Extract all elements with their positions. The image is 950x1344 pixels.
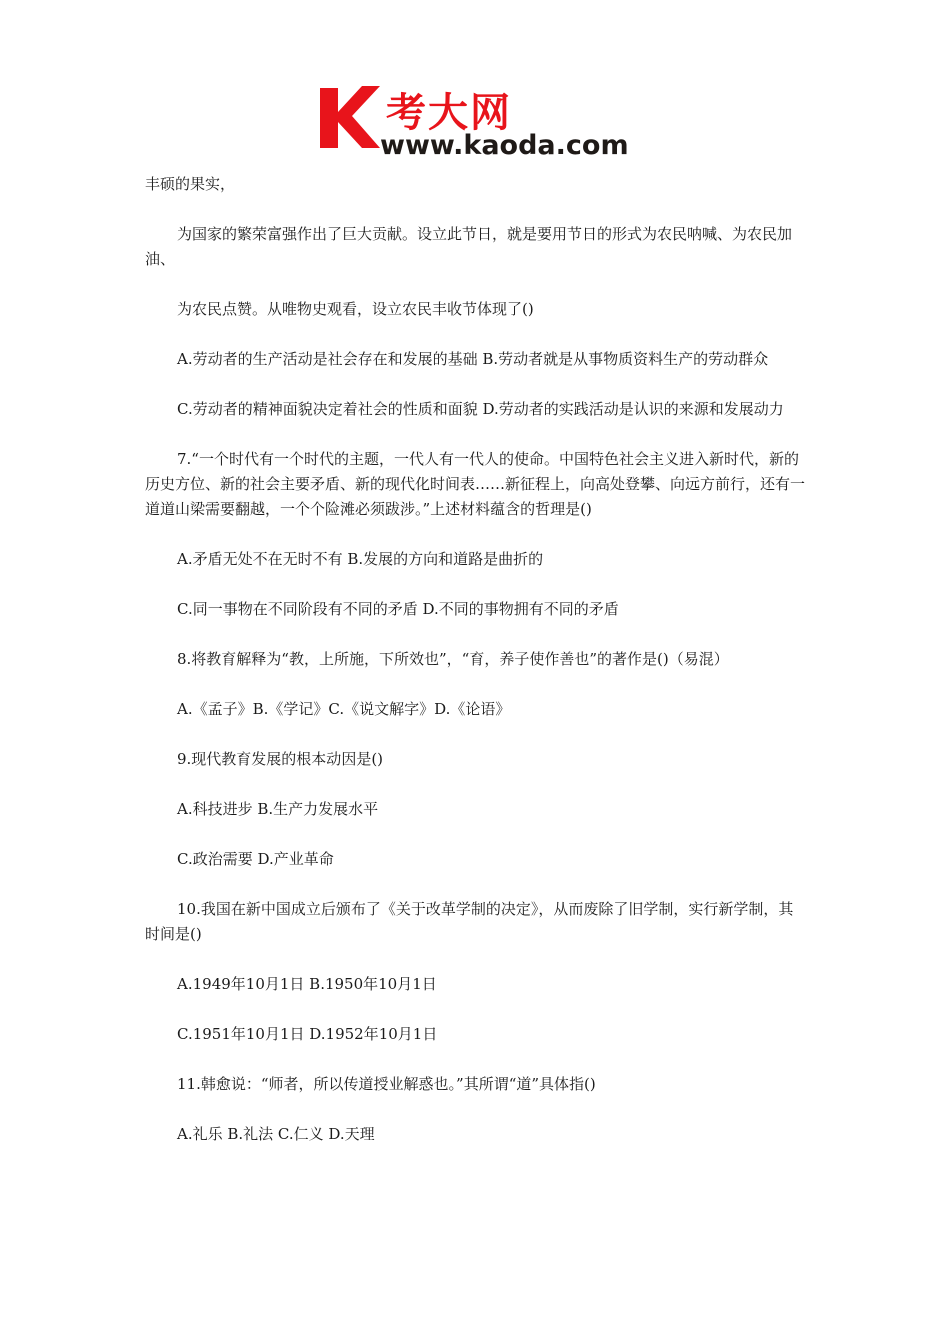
logo-k-mark [320, 86, 380, 148]
option-line: A.科技进步 B.生产力发展水平 [177, 800, 379, 818]
option-line: A.矛盾无处不在无时不有 B.发展的方向和道路是曲折的 [177, 550, 544, 568]
paragraph: 丰硕的果实， [145, 175, 236, 193]
paragraph: 为国家的繁荣富强作出了巨大贡献。设立此节日，就是要用节日的形式为农民呐喊、为农民加油、 [145, 225, 793, 268]
option-line: A.1949年10月1日 B.1950年10月1日 [177, 975, 437, 993]
question: 10.我国在新中国成立后颁布了《关于改革学制的决定》，从而废除了旧学制，实行新学制，其时间是() [145, 900, 794, 943]
option-line: C.同一事物在不同阶段有不同的矛盾 D.不同的事物拥有不同的矛盾 [177, 600, 619, 618]
kaoda-logo [318, 82, 638, 158]
paragraph: 为农民点赞。从唯物史观看，设立农民丰收节体现了() [177, 300, 534, 318]
option-line: C.政治需要 D.产业革命 [177, 850, 334, 868]
logo-url-text: www.kaoda.com [380, 130, 629, 158]
question: 7.“一个时代有一个时代的主题，一代人有一代人的使命。中国特色社会主义进入新时代，新的历史方位、新的社会主要矛盾、新的现代化时间表……新征程上，向高处登攀、向远方前行，还有一道道山梁需要翻越，一个个险滩必须跋涉。”上述材料蕴含的哲理是() [145, 450, 806, 518]
question: 9.现代教育发展的根本动因是() [177, 750, 384, 768]
question: 11.韩愈说：“师者，所以传道授业解惑也。”其所谓“道”具体指() [177, 1075, 596, 1093]
option-line: C.劳动者的精神面貌决定着社会的性质和面貌 D.劳动者的实践活动是认识的来源和发展动力 [177, 400, 784, 418]
kaoda-logo-graphic [318, 82, 638, 158]
document-body [145, 172, 807, 1172]
option-line: A.《孟子》B.《学记》C.《说文解字》D.《论语》 [177, 700, 511, 718]
question: 8.将教育解释为“教，上所施，下所效也”，“育，养子使作善也”的著作是()（易混） [177, 650, 729, 668]
option-line: C.1951年10月1日 D.1952年10月1日 [177, 1025, 438, 1043]
logo-brand-text: 考大网 [386, 90, 512, 136]
option-line: A.劳动者的生产活动是社会存在和发展的基础 B.劳动者就是从事物质资料生产的劳动群众 [177, 350, 769, 368]
option-line: A.礼乐 B.礼法 C.仁义 D.天理 [177, 1125, 375, 1143]
